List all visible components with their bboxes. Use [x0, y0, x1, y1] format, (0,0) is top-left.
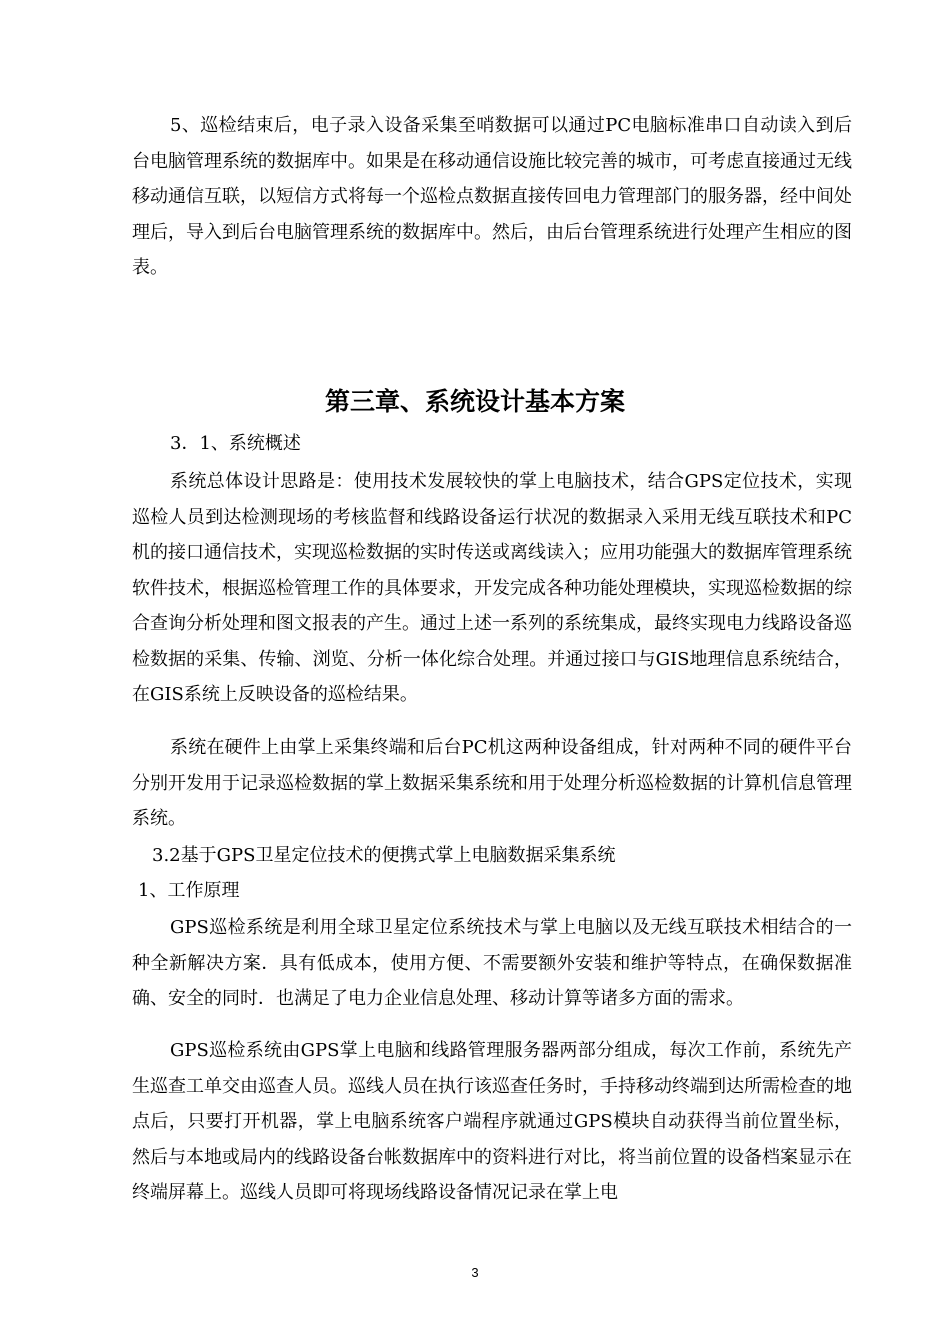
- section-heading-3-2: 3.2基于GPS卫星定位技术的便携式掌上电脑数据采集系统: [152, 845, 616, 866]
- paragraph-gps-system-workflow: GPS巡检系统由GPS掌上电脑和线路管理服务器两部分组成，每次工作前，系统先产生巡查工单交由巡查人员。巡线人员在执行该巡查任务时，手持移动终端到达所需检查的地点后，只要打开机器，掌上电脑系统客户端程序就通过GPS模块自动获得当前位置坐标，然后与本地或局内的线路设备台帐数据库中的资料进行对比，将当前位置的设备档案显示在终端屏幕上。巡线人员即可将现场线路设备情况记录在掌上电: [132, 1040, 852, 1203]
- paragraph-design-approach: 系统总体设计思路是：使用技术发展较快的掌上电脑技术，结合GPS定位技术，实现巡检人员到达检测现场的考核监督和线路设备运行状况的数据录入采用无线互联技术和PC机的接口通信技术，实现巡检数据的实时传送或离线读入；应用功能强大的数据库管理系统软件技术，根据巡检管理工作的具体要求，开发完成各种功能处理模块，实现巡检数据的综合查询分析处理和图文报表的产生。通过上述一系列的系统集成，最终实现电力线路设备巡检数据的采集、传输、浏览、分析一体化综合处理。并通过接口与GIS地理信息系统结合，在GIS系统上反映设备的巡检结果。: [132, 471, 852, 705]
- chapter-title: 第三章、系统设计基本方案: [324, 387, 625, 416]
- paragraph-hardware-composition: 系统在硬件上由掌上采集终端和后台PC机这两种设备组成，针对两种不同的硬件平台分别开发用于记录巡检数据的掌上数据采集系统和用于处理分析巡检数据的计算机信息管理系统。: [132, 737, 852, 829]
- section-heading-3-1: 3．1、系统概述: [170, 433, 301, 454]
- paragraph-inspection-step-5: 5、巡检结束后，电子录入设备采集至哨数据可以通过PC电脑标准串口自动读入到后台电脑管理系统的数据库中。如果是在移动通信设施比较完善的城市，可考虑直接通过无线移动通信互联，以短信方式将每一个巡检点数据直接传回电力管理部门的服务器，经中间处理后，导入到后台电脑管理系统的数据库中。然后，由后台管理系统进行处理产生相应的图表。: [132, 115, 852, 278]
- page-number: 3: [471, 1265, 479, 1280]
- paragraph-gps-system-intro: GPS巡检系统是利用全球卫星定位系统技术与掌上电脑以及无线互联技术相结合的一种全新解决方案．具有低成本，使用方便、不需要额外安装和维护等特点，在确保数据准确、安全的同时．也满足了电力企业信息处理、移动计算等诸多方面的需求。: [132, 917, 852, 1009]
- subheading-work-principle: 1、工作原理: [138, 880, 240, 901]
